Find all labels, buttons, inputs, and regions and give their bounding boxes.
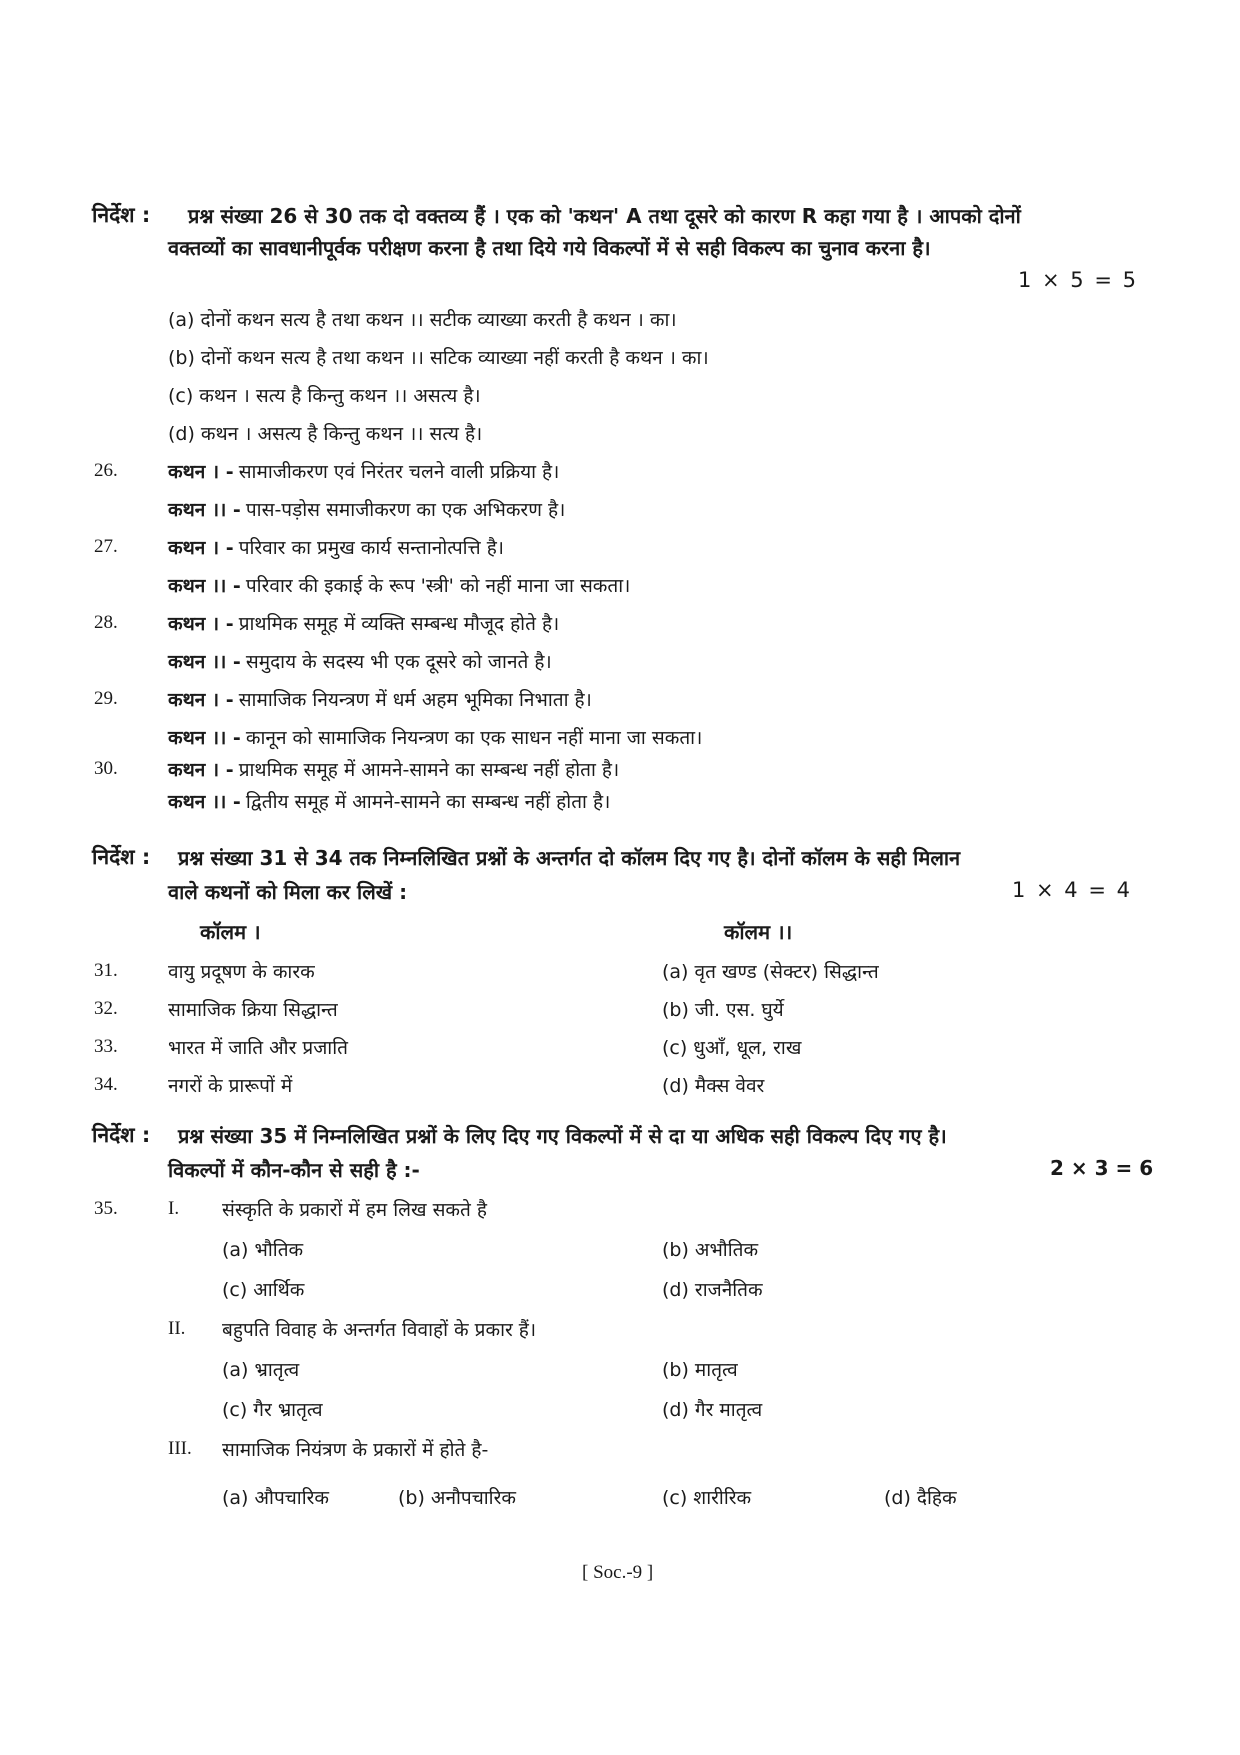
choice-b: (b) अनौपचारिक	[398, 1487, 516, 1509]
option-c: (c) कथन । सत्य है किन्तु कथन ।। असत्य है।	[168, 385, 481, 407]
question-number: 32.	[94, 998, 118, 1019]
statement-label: कथन । -	[168, 689, 234, 711]
column-1-item: सामाजिक क्रिया सिद्धान्त	[168, 999, 338, 1021]
statement-text: परिवार का प्रमुख कार्य सन्तानोत्पत्ति है।	[238, 537, 505, 559]
statement-text: समुदाय के सदस्य भी एक दूसरे को जानते है।	[245, 651, 552, 673]
statement-label: कथन ।। -	[168, 651, 241, 673]
directive-label-3: निर्देश :	[92, 1123, 151, 1147]
option-a: (a) दोनों कथन सत्य है तथा कथन ।। सटीक व्याख्या करती है कथन । का।	[168, 309, 677, 331]
statement-1	[168, 686, 592, 712]
statement-1	[168, 756, 619, 782]
statement-text: परिवार की इकाई के रूप 'स्त्री' को नहीं माना जा सकता।	[245, 575, 631, 597]
question-number: 34.	[94, 1074, 118, 1095]
question-number: 35.	[94, 1198, 118, 1219]
choice-c: (c) आर्थिक	[222, 1279, 305, 1301]
choice-a: (a) औपचारिक	[222, 1487, 330, 1509]
statement-2	[168, 572, 630, 598]
question-number: 31.	[94, 960, 118, 981]
choice-d: (d) राजनैतिक	[662, 1279, 763, 1301]
statement-1	[168, 534, 504, 560]
choice-a: (a) भ्रातृत्व	[222, 1359, 300, 1381]
column-2-item: (c) धुआँ, धूल, राख	[662, 1037, 802, 1059]
statement-2	[168, 788, 610, 814]
directive-2-line2: वाले कथनों को मिला कर लिखें :	[168, 880, 408, 904]
statement-label: कथन । -	[168, 759, 234, 781]
statement-2	[168, 496, 565, 522]
column-2-heading: कॉलम ।।	[724, 920, 793, 944]
column-2-item: (d) मैक्स वेवर	[662, 1075, 765, 1097]
statement-text: प्राथमिक समूह में व्यक्ति सम्बन्ध मौजूद होते है।	[238, 613, 560, 635]
page-footer: [ Soc.-9 ]	[582, 1562, 654, 1583]
part-numeral: III.	[168, 1438, 192, 1459]
statement-1	[168, 458, 559, 484]
column-2-item: (b) जी. एस. घुर्ये	[662, 999, 784, 1021]
statement-text: सामाजिक नियन्त्रण में धर्म अहम भूमिका निभाता है।	[238, 689, 592, 711]
statement-label: कथन ।। -	[168, 499, 241, 521]
column-1-item: नगरों के प्रारूपों में	[168, 1075, 293, 1097]
question-number: 28.	[94, 612, 118, 633]
choice-c: (c) शारीरिक	[662, 1487, 752, 1509]
statement-text: द्वितीय समूह में आमने-सामने का सम्बन्ध नहीं होता है।	[245, 791, 611, 813]
statement-2	[168, 648, 552, 674]
choice-b: (b) मातृत्व	[662, 1359, 738, 1381]
marks-1: 1 × 5 = 5	[1018, 268, 1138, 292]
statement-text: सामाजीकरण एवं निरंतर चलने वाली प्रक्रिया है।	[238, 461, 560, 483]
column-1-heading: कॉलम ।	[200, 920, 261, 944]
part-numeral: I.	[168, 1198, 180, 1219]
statement-label: कथन । -	[168, 613, 234, 635]
statement-label: कथन ।। -	[168, 727, 241, 749]
marks-2: 1 × 4 = 4	[1012, 878, 1132, 902]
choice-d: (d) गैर मातृत्व	[662, 1399, 763, 1421]
part-question: बहुपति विवाह के अन्तर्गत विवाहों के प्रकार हैं।	[222, 1319, 537, 1341]
statement-text: पास-पड़ोस समाजीकरण का एक अभिकरण है।	[245, 499, 566, 521]
directive-label-2: निर्देश :	[92, 845, 151, 869]
statement-text: कानून को सामाजिक नियन्त्रण का एक साधन नहीं माना जा सकता।	[245, 727, 703, 749]
marks-3: 2 × 3 = 6	[1050, 1156, 1154, 1180]
choice-a: (a) भौतिक	[222, 1239, 304, 1261]
question-number: 30.	[94, 758, 118, 779]
directive-3-line1: प्रश्न संख्या 35 में निम्नलिखित प्रश्नों के लिए दिए गए विकल्पों में से दा या अधिक सही विकल्प दिए गए है।	[178, 1124, 947, 1148]
directive-3-line2: विकल्पों में कौन-कौन से सही है :-	[168, 1158, 420, 1182]
choice-b: (b) अभौतिक	[662, 1239, 759, 1261]
part-numeral: II.	[168, 1318, 186, 1339]
question-number: 29.	[94, 688, 118, 709]
directive-label-1: निर्देश :	[92, 203, 151, 227]
option-b: (b) दोनों कथन सत्य है तथा कथन ।। सटिक व्याख्या नहीं करती है कथन । का।	[168, 347, 709, 369]
part-question: सामाजिक नियंत्रण के प्रकारों में होते है-	[222, 1439, 489, 1461]
statement-label: कथन ।। -	[168, 575, 241, 597]
statement-text: प्राथमिक समूह में आमने-सामने का सम्बन्ध नहीं होता है।	[238, 759, 620, 781]
directive-1-line1: प्रश्न संख्या 26 से 30 तक दो वक्तव्य हैं । एक को 'कथन' A तथा दूसरे को कारण R कहा गया है । आपको दोनों	[188, 204, 1021, 228]
question-number: 33.	[94, 1036, 118, 1057]
statement-label: कथन ।। -	[168, 791, 241, 813]
statement-1	[168, 610, 559, 636]
statement-label: कथन । -	[168, 461, 234, 483]
question-number: 27.	[94, 536, 118, 557]
column-2-item: (a) वृत खण्ड (सेक्टर) सिद्धान्त	[662, 961, 879, 983]
statement-label: कथन । -	[168, 537, 234, 559]
option-d: (d) कथन । असत्य है किन्तु कथन ।। सत्य है।	[168, 423, 483, 445]
directive-1-line2: वक्तव्यों का सावधानीपूर्वक परीक्षण करना है तथा दिये गये विकल्पों में से सही विकल्प का चुनाव करना है।	[168, 236, 931, 260]
choice-d: (d) दैहिक	[884, 1487, 957, 1509]
column-1-item: वायु प्रदूषण के कारक	[168, 961, 315, 983]
choice-c: (c) गैर भ्रातृत्व	[222, 1399, 323, 1421]
part-question: संस्कृति के प्रकारों में हम लिख सकते है	[222, 1199, 487, 1221]
column-1-item: भारत में जाति और प्रजाति	[168, 1037, 348, 1059]
statement-2	[168, 724, 702, 750]
question-number: 26.	[94, 460, 118, 481]
directive-2-line1: प्रश्न संख्या 31 से 34 तक निम्नलिखित प्रश्नों के अन्तर्गत दो कॉलम दिए गए है। दोनों कॉलम के सही मिलान	[178, 846, 961, 870]
